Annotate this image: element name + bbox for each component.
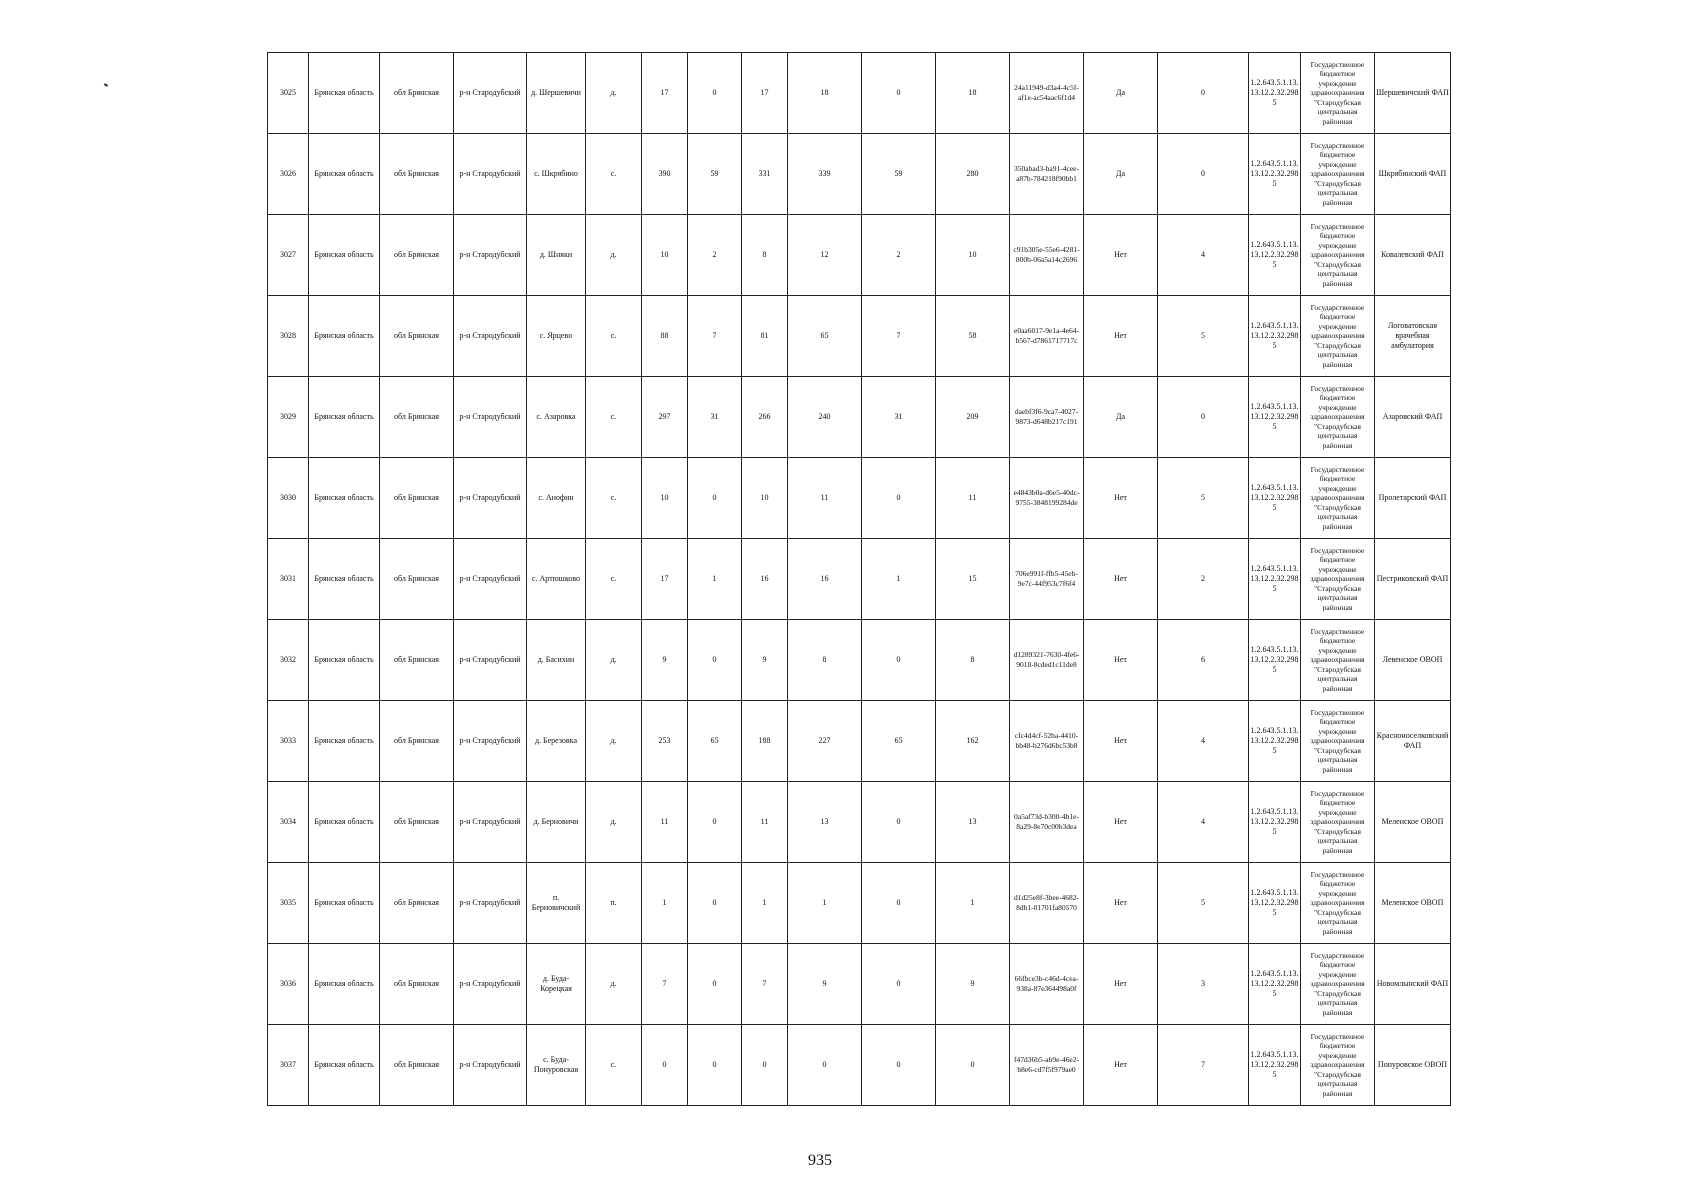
oid-cell: 1.2.643.5.1.13.13.12.2.32.2985: [1249, 377, 1301, 458]
availability-cell: Нет: [1084, 539, 1158, 620]
population-children-cell: 31: [688, 377, 742, 458]
availability-cell: Нет: [1084, 863, 1158, 944]
availability-cell: Да: [1084, 53, 1158, 134]
distance-cell: 4: [1158, 782, 1249, 863]
guid-cell: e0aa6017-9e1a-4e64-b567-d7861717717c: [1010, 296, 1084, 377]
population-adults-2-cell: 162: [936, 701, 1010, 782]
region-short-cell: обл Брянская: [380, 458, 454, 539]
guid-cell: 350abad3-ba91-4cee-a87b-784218f90bb1: [1010, 134, 1084, 215]
district-cell: р-н Стародубский: [454, 944, 527, 1025]
region-cell: Брянская область: [309, 215, 380, 296]
oid-cell: 1.2.643.5.1.13.13.12.2.32.2985: [1249, 53, 1301, 134]
table-row: [268, 215, 1451, 296]
region-short-cell: обл Брянская: [380, 134, 454, 215]
settlement-cell: п. Берновичский: [527, 863, 586, 944]
population-adults-cell: 188: [742, 701, 788, 782]
population-adults-cell: 17: [742, 53, 788, 134]
guid-cell: 706e991f-ffb5-45eb-9e7c-44f953c7f6f4: [1010, 539, 1084, 620]
population-total-2-cell: 18: [788, 53, 862, 134]
row-number-cell: 3029: [268, 377, 309, 458]
guid-cell: e4843b0a-d6e5-40dc-9755-3848199284de: [1010, 458, 1084, 539]
row-number-cell: 3033: [268, 701, 309, 782]
region-short-cell: обл Брянская: [380, 701, 454, 782]
distance-cell: 5: [1158, 863, 1249, 944]
population-total-2-cell: 16: [788, 539, 862, 620]
scan-speck: [104, 83, 108, 87]
population-children-2-cell: 2: [862, 215, 936, 296]
region-short-cell: обл Брянская: [380, 377, 454, 458]
oid-cell: 1.2.643.5.1.13.13.12.2.32.2985: [1249, 944, 1301, 1025]
population-total-cell: 11: [642, 782, 688, 863]
facility-cell: Ковалевский ФАП: [1375, 215, 1451, 296]
population-children-2-cell: 0: [862, 458, 936, 539]
distance-cell: 4: [1158, 701, 1249, 782]
settlement-type-cell: д.: [586, 701, 642, 782]
population-adults-cell: 0: [742, 1025, 788, 1106]
distance-cell: 3: [1158, 944, 1249, 1025]
population-children-cell: 0: [688, 53, 742, 134]
population-adults-2-cell: 58: [936, 296, 1010, 377]
table-row: [268, 377, 1451, 458]
district-cell: р-н Стародубский: [454, 377, 527, 458]
settlement-cell: с. Шкрябино: [527, 134, 586, 215]
district-cell: р-н Стародубский: [454, 53, 527, 134]
population-total-cell: 10: [642, 458, 688, 539]
population-children-cell: 1: [688, 539, 742, 620]
population-adults-cell: 266: [742, 377, 788, 458]
availability-cell: Нет: [1084, 944, 1158, 1025]
population-children-2-cell: 1: [862, 539, 936, 620]
region-short-cell: обл Брянская: [380, 863, 454, 944]
settlement-cell: с. Азаровка: [527, 377, 586, 458]
table-row: [268, 944, 1451, 1025]
region-short-cell: обл Брянская: [380, 215, 454, 296]
population-children-2-cell: 0: [862, 1025, 936, 1106]
region-cell: Брянская область: [309, 944, 380, 1025]
row-number-cell: 3031: [268, 539, 309, 620]
distance-cell: 5: [1158, 458, 1249, 539]
distance-cell: 7: [1158, 1025, 1249, 1106]
oid-cell: 1.2.643.5.1.13.13.12.2.32.2985: [1249, 1025, 1301, 1106]
table-row: [268, 1025, 1451, 1106]
guid-cell: d1d25e8f-3bee-4682-8db1-01701fa80570: [1010, 863, 1084, 944]
population-total-cell: 88: [642, 296, 688, 377]
row-number-cell: 3035: [268, 863, 309, 944]
population-adults-cell: 331: [742, 134, 788, 215]
population-adults-cell: 9: [742, 620, 788, 701]
availability-cell: Нет: [1084, 1025, 1158, 1106]
row-number-cell: 3028: [268, 296, 309, 377]
population-children-2-cell: 0: [862, 944, 936, 1025]
population-total-2-cell: 11: [788, 458, 862, 539]
population-total-2-cell: 8: [788, 620, 862, 701]
region-cell: Брянская область: [309, 134, 380, 215]
organization-cell: Государственное бюджетное учреждение здравоохранения "Стародубская центральная районная: [1301, 701, 1375, 782]
facility-cell: Новомлынский ФАП: [1375, 944, 1451, 1025]
region-short-cell: обл Брянская: [380, 539, 454, 620]
population-children-cell: 7: [688, 296, 742, 377]
settlement-type-cell: с.: [586, 377, 642, 458]
population-children-cell: 59: [688, 134, 742, 215]
table-row: [268, 701, 1451, 782]
population-adults-2-cell: 209: [936, 377, 1010, 458]
population-children-cell: 0: [688, 863, 742, 944]
region-cell: Брянская область: [309, 458, 380, 539]
settlement-cell: д. Шершевичи: [527, 53, 586, 134]
region-short-cell: обл Брянская: [380, 620, 454, 701]
guid-cell: f47d36b5-ab9e-46e2-b8e6-cd7f5f979ae0: [1010, 1025, 1084, 1106]
population-adults-2-cell: 11: [936, 458, 1010, 539]
oid-cell: 1.2.643.5.1.13.13.12.2.32.2985: [1249, 782, 1301, 863]
facility-cell: Левенское ОВОП: [1375, 620, 1451, 701]
population-total-cell: 9: [642, 620, 688, 701]
population-adults-2-cell: 280: [936, 134, 1010, 215]
settlement-type-cell: д.: [586, 215, 642, 296]
table-row: [268, 863, 1451, 944]
population-children-cell: 0: [688, 620, 742, 701]
availability-cell: Нет: [1084, 701, 1158, 782]
organization-cell: Государственное бюджетное учреждение здравоохранения "Стародубская центральная районная: [1301, 782, 1375, 863]
settlement-type-cell: д.: [586, 782, 642, 863]
region-cell: Брянская область: [309, 782, 380, 863]
settlement-type-cell: д.: [586, 53, 642, 134]
district-cell: р-н Стародубский: [454, 620, 527, 701]
population-children-cell: 0: [688, 1025, 742, 1106]
settlement-type-cell: с.: [586, 134, 642, 215]
district-cell: р-н Стародубский: [454, 296, 527, 377]
guid-cell: 66fbce3b-c46d-4cea-938a-87e364498a0f: [1010, 944, 1084, 1025]
population-children-2-cell: 7: [862, 296, 936, 377]
organization-cell: Государственное бюджетное учреждение здравоохранения "Стародубская центральная районная: [1301, 134, 1375, 215]
district-cell: р-н Стародубский: [454, 701, 527, 782]
oid-cell: 1.2.643.5.1.13.13.12.2.32.2985: [1249, 620, 1301, 701]
facility-cell: Шершевичский ФАП: [1375, 53, 1451, 134]
settlement-cell: д. Березовка: [527, 701, 586, 782]
population-children-2-cell: 0: [862, 863, 936, 944]
population-adults-cell: 81: [742, 296, 788, 377]
region-cell: Брянская область: [309, 701, 380, 782]
table-row: [268, 296, 1451, 377]
organization-cell: Государственное бюджетное учреждение здравоохранения "Стародубская центральная районная: [1301, 1025, 1375, 1106]
district-cell: р-н Стародубский: [454, 215, 527, 296]
region-cell: Брянская область: [309, 620, 380, 701]
row-number-cell: 3034: [268, 782, 309, 863]
organization-cell: Государственное бюджетное учреждение здравоохранения "Стародубская центральная районная: [1301, 377, 1375, 458]
oid-cell: 1.2.643.5.1.13.13.12.2.32.2985: [1249, 215, 1301, 296]
population-children-cell: 2: [688, 215, 742, 296]
guid-cell: d1289321-7630-4fe6-9018-8cded1c11de8: [1010, 620, 1084, 701]
population-children-2-cell: 65: [862, 701, 936, 782]
population-total-cell: 17: [642, 53, 688, 134]
organization-cell: Государственное бюджетное учреждение здравоохранения "Стародубская центральная районная: [1301, 215, 1375, 296]
population-total-cell: 253: [642, 701, 688, 782]
table-row: [268, 539, 1451, 620]
settlement-cell: с. Буда-Понуровская: [527, 1025, 586, 1106]
availability-cell: Нет: [1084, 458, 1158, 539]
organization-cell: Государственное бюджетное учреждение здравоохранения "Стародубская центральная районная: [1301, 458, 1375, 539]
settlements-table: [267, 52, 1451, 1106]
settlement-cell: с. Анофин: [527, 458, 586, 539]
settlement-type-cell: с.: [586, 539, 642, 620]
region-cell: Брянская область: [309, 377, 380, 458]
organization-cell: Государственное бюджетное учреждение здравоохранения "Стародубская центральная районная: [1301, 53, 1375, 134]
population-children-2-cell: 0: [862, 620, 936, 701]
table-row: [268, 458, 1451, 539]
population-total-cell: 390: [642, 134, 688, 215]
population-total-cell: 7: [642, 944, 688, 1025]
facility-cell: Красноноселковский ФАП: [1375, 701, 1451, 782]
population-adults-2-cell: 8: [936, 620, 1010, 701]
population-total-2-cell: 13: [788, 782, 862, 863]
population-adults-2-cell: 10: [936, 215, 1010, 296]
region-short-cell: обл Брянская: [380, 782, 454, 863]
population-adults-2-cell: 15: [936, 539, 1010, 620]
district-cell: р-н Стародубский: [454, 782, 527, 863]
facility-cell: Азаровский ФАП: [1375, 377, 1451, 458]
distance-cell: 5: [1158, 296, 1249, 377]
facility-cell: Понуровское ОВОП: [1375, 1025, 1451, 1106]
settlement-type-cell: с.: [586, 296, 642, 377]
row-number-cell: 3030: [268, 458, 309, 539]
page-number: 935: [808, 1152, 832, 1169]
population-children-cell: 65: [688, 701, 742, 782]
region-cell: Брянская область: [309, 296, 380, 377]
row-number-cell: 3032: [268, 620, 309, 701]
settlement-type-cell: с.: [586, 1025, 642, 1106]
row-number-cell: 3026: [268, 134, 309, 215]
settlement-cell: с. Артюшково: [527, 539, 586, 620]
guid-cell: 24a11949-d3a4-4c5f-af1e-ac54aac6f1d4: [1010, 53, 1084, 134]
settlement-cell: д. Басихин: [527, 620, 586, 701]
guid-cell: 0a5af73d-b300-4b1e-8a29-8e70c00b3dea: [1010, 782, 1084, 863]
population-children-2-cell: 0: [862, 782, 936, 863]
availability-cell: Да: [1084, 377, 1158, 458]
guid-cell: cfc4d4cf-52ba-4410-bb48-b276d6bc53b8: [1010, 701, 1084, 782]
distance-cell: 0: [1158, 377, 1249, 458]
population-adults-cell: 8: [742, 215, 788, 296]
population-adults-2-cell: 0: [936, 1025, 1010, 1106]
facility-cell: Меленское ОВОП: [1375, 782, 1451, 863]
district-cell: р-н Стародубский: [454, 539, 527, 620]
region-short-cell: обл Брянская: [380, 944, 454, 1025]
availability-cell: Нет: [1084, 782, 1158, 863]
distance-cell: 0: [1158, 53, 1249, 134]
population-adults-2-cell: 9: [936, 944, 1010, 1025]
population-children-2-cell: 59: [862, 134, 936, 215]
population-children-2-cell: 0: [862, 53, 936, 134]
region-short-cell: обл Брянская: [380, 1025, 454, 1106]
availability-cell: Нет: [1084, 620, 1158, 701]
settlement-type-cell: д.: [586, 944, 642, 1025]
region-cell: Брянская область: [309, 53, 380, 134]
population-total-cell: 297: [642, 377, 688, 458]
distance-cell: 0: [1158, 134, 1249, 215]
availability-cell: Да: [1084, 134, 1158, 215]
settlement-cell: д. Буда-Корецкая: [527, 944, 586, 1025]
availability-cell: Нет: [1084, 296, 1158, 377]
population-children-cell: 0: [688, 944, 742, 1025]
population-total-2-cell: 65: [788, 296, 862, 377]
availability-cell: Нет: [1084, 215, 1158, 296]
organization-cell: Государственное бюджетное учреждение здравоохранения "Стародубская центральная районная: [1301, 863, 1375, 944]
settlement-type-cell: с.: [586, 458, 642, 539]
table-body: [268, 53, 1451, 1106]
oid-cell: 1.2.643.5.1.13.13.12.2.32.2985: [1249, 863, 1301, 944]
region-cell: Брянская область: [309, 1025, 380, 1106]
organization-cell: Государственное бюджетное учреждение здравоохранения "Стародубская центральная районная: [1301, 539, 1375, 620]
population-total-cell: 17: [642, 539, 688, 620]
population-adults-cell: 7: [742, 944, 788, 1025]
row-number-cell: 3036: [268, 944, 309, 1025]
row-number-cell: 3027: [268, 215, 309, 296]
district-cell: р-н Стародубский: [454, 134, 527, 215]
table-row: [268, 620, 1451, 701]
population-adults-cell: 10: [742, 458, 788, 539]
population-adults-2-cell: 1: [936, 863, 1010, 944]
row-number-cell: 3025: [268, 53, 309, 134]
population-total-2-cell: 227: [788, 701, 862, 782]
guid-cell: c91b305e-55e6-4281-800b-06a5a14c2696: [1010, 215, 1084, 296]
population-total-cell: 10: [642, 215, 688, 296]
facility-cell: Шкрябинский ФАП: [1375, 134, 1451, 215]
population-children-cell: 0: [688, 782, 742, 863]
population-total-2-cell: 9: [788, 944, 862, 1025]
region-cell: Брянская область: [309, 539, 380, 620]
distance-cell: 6: [1158, 620, 1249, 701]
row-number-cell: 3037: [268, 1025, 309, 1106]
population-adults-cell: 1: [742, 863, 788, 944]
oid-cell: 1.2.643.5.1.13.13.12.2.32.2985: [1249, 539, 1301, 620]
population-total-2-cell: 12: [788, 215, 862, 296]
population-total-2-cell: 1: [788, 863, 862, 944]
population-adults-cell: 16: [742, 539, 788, 620]
settlement-cell: с. Ярцево: [527, 296, 586, 377]
population-adults-2-cell: 13: [936, 782, 1010, 863]
settlement-cell: д. Шняки: [527, 215, 586, 296]
table-row: [268, 53, 1451, 134]
district-cell: р-н Стародубский: [454, 1025, 527, 1106]
facility-cell: Меленское ОВОП: [1375, 863, 1451, 944]
facility-cell: Пролетарский ФАП: [1375, 458, 1451, 539]
region-cell: Брянская область: [309, 863, 380, 944]
population-adults-2-cell: 18: [936, 53, 1010, 134]
distance-cell: 4: [1158, 215, 1249, 296]
population-total-cell: 1: [642, 863, 688, 944]
organization-cell: Государственное бюджетное учреждение здравоохранения "Стародубская центральная районная: [1301, 944, 1375, 1025]
table-row: [268, 134, 1451, 215]
settlement-type-cell: д.: [586, 620, 642, 701]
population-adults-cell: 11: [742, 782, 788, 863]
population-children-2-cell: 31: [862, 377, 936, 458]
population-total-2-cell: 240: [788, 377, 862, 458]
facility-cell: Пестриковский ФАП: [1375, 539, 1451, 620]
settlement-type-cell: п.: [586, 863, 642, 944]
facility-cell: Логоватовская врачебная амбулатория: [1375, 296, 1451, 377]
distance-cell: 2: [1158, 539, 1249, 620]
district-cell: р-н Стародубский: [454, 863, 527, 944]
population-total-2-cell: 0: [788, 1025, 862, 1106]
oid-cell: 1.2.643.5.1.13.13.12.2.32.2985: [1249, 701, 1301, 782]
guid-cell: daebf3f6-9ca7-4027-9873-d648b217c191: [1010, 377, 1084, 458]
region-short-cell: обл Брянская: [380, 296, 454, 377]
settlement-cell: д. Берновичи: [527, 782, 586, 863]
organization-cell: Государственное бюджетное учреждение здравоохранения "Стародубская центральная районная: [1301, 296, 1375, 377]
population-total-cell: 0: [642, 1025, 688, 1106]
organization-cell: Государственное бюджетное учреждение здравоохранения "Стародубская центральная районная: [1301, 620, 1375, 701]
oid-cell: 1.2.643.5.1.13.13.12.2.32.2985: [1249, 296, 1301, 377]
region-short-cell: обл Брянская: [380, 53, 454, 134]
table-row: [268, 782, 1451, 863]
oid-cell: 1.2.643.5.1.13.13.12.2.32.2985: [1249, 134, 1301, 215]
oid-cell: 1.2.643.5.1.13.13.12.2.32.2985: [1249, 458, 1301, 539]
district-cell: р-н Стародубский: [454, 458, 527, 539]
population-total-2-cell: 339: [788, 134, 862, 215]
population-children-cell: 0: [688, 458, 742, 539]
